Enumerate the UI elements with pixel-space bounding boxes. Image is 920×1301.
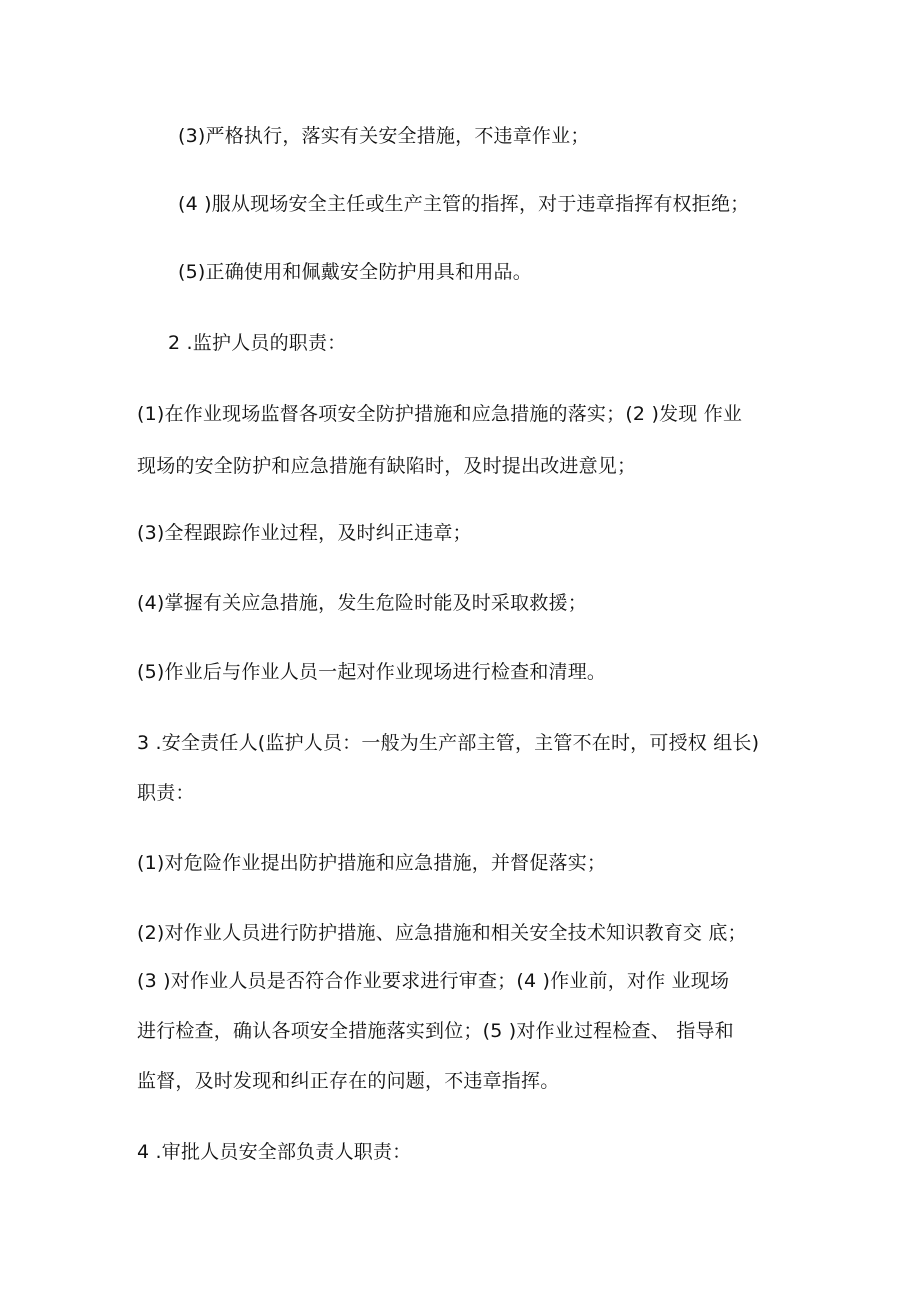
responsible-duty-1: (1)对危险作业提出防护措施和应急措施，并督促落实；	[137, 852, 607, 874]
section-2-heading: 2 .监护人员的职责：	[168, 332, 347, 354]
section-3-heading-line2: 职责：	[137, 782, 195, 804]
section-4-heading: 4 .审批人员安全部负责人职责：	[137, 1141, 412, 1163]
monitor-duty-4: (4)掌握有关应急措施，发生危险时能及时采取救援；	[137, 592, 587, 614]
responsible-duty-3-5-line1: (3 )对作业人员是否符合作业要求进行审查；(4 )作业前，对作 业现场	[137, 970, 730, 992]
worker-duty-4: (4 )服从现场安全主任或生产主管的指挥，对于违章指挥有权拒绝；	[178, 193, 750, 215]
monitor-duty-3: (3)全程跟踪作业过程，及时纠正违章；	[137, 522, 472, 544]
responsible-duty-3-5-line3: 监督，及时发现和纠正存在的问题，不违章指挥。	[137, 1070, 560, 1092]
monitor-duty-1-2-line2: 现场的安全防护和应急措施有缺陷时，及时提出改进意见；	[137, 455, 637, 477]
worker-duty-5: (5)正确使用和佩戴安全防护用具和用品。	[178, 261, 532, 283]
monitor-duty-1-2-line1: (1)在作业现场监督各项安全防护措施和应急措施的落实；(2 )发现 作业	[137, 403, 743, 425]
responsible-duty-3-5-line2: 进行检查，确认各项安全措施落实到位；(5 )对作业过程检查、 指导和	[137, 1020, 734, 1042]
section-3-heading-line1: 3 .安全责任人(监护人员：一般为生产部主管，主管不在时，可授权 组长)	[137, 732, 760, 754]
monitor-duty-5: (5)作业后与作业人员一起对作业现场进行检查和清理。	[137, 661, 607, 683]
worker-duty-3: (3)严格执行，落实有关安全措施，不违章作业；	[178, 125, 590, 147]
responsible-duty-2: (2)对作业人员进行防护措施、应急措施和相关安全技术知识教育交 底；	[137, 922, 747, 944]
